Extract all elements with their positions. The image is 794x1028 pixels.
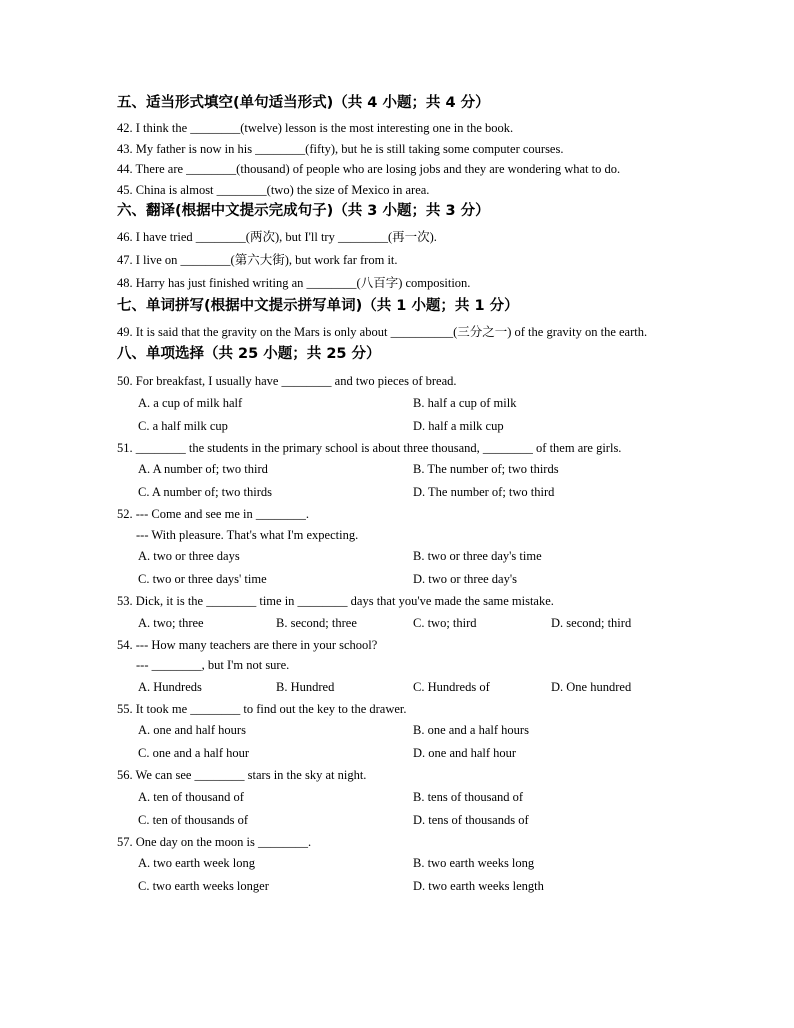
question-51-options-row2 [117,481,682,504]
section-heading-7: 七、单词拼写(根据中文提示拼写单词)（共 1 小题；共 1 分） [117,298,519,314]
option-b: B. second; three [276,615,357,630]
question-47: 47. I live on ________(第六大街), but work far from it. [117,253,398,267]
question-52-options-row2 [117,568,682,591]
question-50-options-row2 [117,415,682,438]
question-44: 44. There are ________(thousand) of people who are losing jobs and they are wondering what to do. [117,162,621,176]
question-45: 45. China is almost ________(two) the size of Mexico in area. [117,182,430,197]
option-d: D. tens of thousands of [413,812,529,827]
option-c: C. two earth weeks longer [138,879,269,893]
question-51-options-row1 [117,458,682,481]
question-55-stem: 55. It took me ________ to find out the key to the drawer. [117,701,407,716]
option-c: C. two or three days' time [138,572,267,586]
option-d: D. two or three day's [413,572,517,586]
question-57-options-row1 [117,852,682,875]
question-43: 43. My father is now in his ________(fifty), but he is still taking some computer courses. [117,141,564,156]
option-a: A. two earth week long [138,856,255,870]
option-c: C. one and a half hour [138,746,250,760]
option-c: C. A number of; two thirds [138,485,273,499]
option-c: C. two; third [413,615,477,630]
question-56-options-row2 [117,809,682,832]
question-55-options-row1 [117,719,682,742]
question-52-options-row1 [117,545,682,568]
question-54-stem-reply: --- ________, but I'm not sure. [136,658,290,672]
section-heading-8: 八、单项选择（共 25 小题；共 25 分） [117,346,381,362]
question-52-stem: 52. --- Come and see me in ________. [117,507,309,521]
section-heading-5: 五、适当形式填空(单句适当形式)（共 4 小题；共 4 分） [117,95,490,111]
section-heading-6: 六、翻译(根据中文提示完成句子)（共 3 小题；共 3 分） [117,203,490,219]
question-50-stem: 50. For breakfast, I usually have ________ and two pieces of bread. [117,374,457,388]
exam-page [117,92,682,898]
option-c: C. Hundreds of [413,679,490,694]
question-50-options-row1 [117,392,682,415]
question-53-options [117,612,682,635]
option-d: D. two earth weeks length [413,879,544,893]
question-56-options-row1 [117,786,682,809]
option-a: A. ten of thousand of [138,789,244,804]
option-c: C. ten of thousands of [138,812,249,827]
option-b: B. Hundred [276,679,335,694]
question-54-options [117,676,682,699]
question-53-stem: 53. Dick, it is the ________ time in ________ days that you've made the same mistake. [117,594,554,608]
question-56-stem: 56. We can see ________ stars in the sky at night. [117,768,367,782]
option-b: B. two or three day's time [413,549,542,563]
option-d: D. second; third [551,615,632,630]
option-d: D. half a milk cup [413,418,504,433]
question-52-stem-reply: --- With pleasure. That's what I'm expecting. [136,527,359,542]
option-a: A. a cup of milk half [138,395,243,410]
question-57-stem: 57. One day on the moon is ________. [117,834,312,849]
question-49: 49. It is said that the gravity on the Mars is only about __________(三分之一) of the gravity on the earth. [117,325,648,339]
option-d: D. One hundred [551,679,632,694]
question-55-options-row2 [117,742,682,765]
option-b: B. half a cup of milk [413,395,517,410]
option-b: B. one and a half hours [413,723,529,737]
option-c: C. a half milk cup [138,418,228,433]
question-48: 48. Harry has just finished writing an ________(八百字) composition. [117,276,471,290]
option-a: A. two or three days [138,549,240,563]
question-42: 42. I think the ________(twelve) lesson is the most interesting one in the book. [117,121,514,135]
question-46: 46. I have tried ________(两次), but I'll try ________(再一次). [117,230,437,244]
option-a: A. Hundreds [138,679,202,694]
question-57-options-row2 [117,875,682,898]
option-a: A. two; three [138,615,204,630]
option-a: A. A number of; two third [138,462,268,476]
option-d: D. one and half hour [413,746,517,760]
option-b: B. tens of thousand of [413,789,524,804]
question-54-stem: 54. --- How many teachers are there in your school? [117,637,378,652]
option-a: A. one and half hours [138,723,246,737]
option-b: B. two earth weeks long [413,856,535,870]
option-d: D. The number of; two third [413,485,555,499]
option-b: B. The number of; two thirds [413,462,559,476]
question-51-stem: 51. ________ the students in the primary school is about three thousand, ________ of them are girls. [117,440,622,455]
